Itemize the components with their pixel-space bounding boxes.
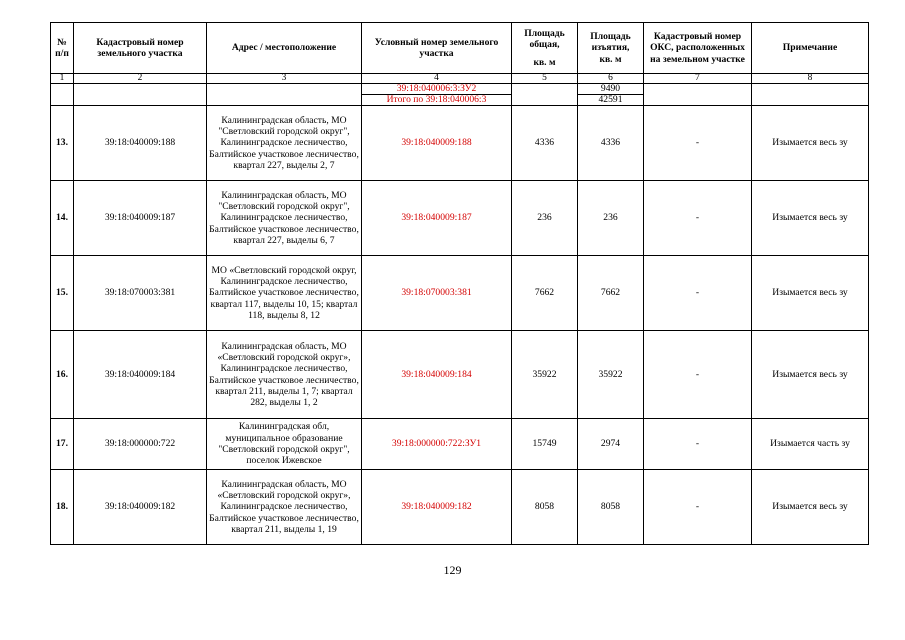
conditional-number: 39:18:040009:184 — [362, 331, 512, 419]
carryover-empty — [207, 84, 362, 106]
withdrawal-area: 8058 — [578, 470, 644, 545]
carryover-total-label: Итого по 39:18:040006:3 — [362, 95, 512, 106]
withdrawal-table — [50, 22, 869, 545]
note: Изымается часть зу — [752, 419, 869, 470]
withdrawal-area: 7662 — [578, 256, 644, 331]
table-row — [51, 106, 869, 181]
total-area: 8058 — [512, 470, 578, 545]
address: Калининградская обл, муниципальное образование "Светловский городской округ", поселок Ижевское — [207, 419, 362, 470]
cadastral-number: 39:18:040009:182 — [74, 470, 207, 545]
column-number: 1 — [51, 74, 74, 84]
oks-number: - — [644, 470, 752, 545]
column-number: 5 — [512, 74, 578, 84]
note: Изымается весь зу — [752, 106, 869, 181]
total-area: 7662 — [512, 256, 578, 331]
header-total-area — [512, 23, 578, 74]
note: Изымается весь зу — [752, 256, 869, 331]
carryover-empty — [752, 84, 869, 106]
column-number: 6 — [578, 74, 644, 84]
oks-number: - — [644, 106, 752, 181]
oks-number: - — [644, 181, 752, 256]
conditional-number: 39:18:040009:188 — [362, 106, 512, 181]
withdrawal-area: 35922 — [578, 331, 644, 419]
note: Изымается весь зу — [752, 331, 869, 419]
header-cadastral-number: Кадастровый номер земельного участка — [74, 23, 207, 74]
cadastral-number: 39:18:040009:184 — [74, 331, 207, 419]
header-conditional-number: Условный номер земельного участка — [362, 23, 512, 74]
address: МО «Светловский городской округ, Калининградское лесничество, Балтийское участковое лесничество, квартал 117, выделы 10, 15; квартал 118, выделы 8, 12 — [207, 256, 362, 331]
table-row — [51, 256, 869, 331]
column-number: 3 — [207, 74, 362, 84]
table-row — [51, 419, 869, 470]
withdrawal-area: 2974 — [578, 419, 644, 470]
row-number: 18. — [51, 470, 74, 545]
carryover-area: 9490 — [578, 84, 644, 95]
conditional-number: 39:18:040009:187 — [362, 181, 512, 256]
cadastral-number: 39:18:070003:381 — [74, 256, 207, 331]
carryover-empty — [51, 84, 74, 106]
address: Калининградская область, МО «Светловский городской округ», Калининградское лесничество, Балтийское участковое лесничество, квартал 211, выделы 1, 7; квартал 282, выделы 1, 2 — [207, 331, 362, 419]
header-withdrawal-area-unit: кв. м — [599, 53, 622, 65]
row-number: 16. — [51, 331, 74, 419]
column-number: 4 — [362, 74, 512, 84]
header-row — [51, 23, 869, 74]
withdrawal-area: 4336 — [578, 106, 644, 181]
carryover-conditional-number: 39:18:040006:3:ЗУ2 — [362, 84, 512, 95]
cadastral-number: 39:18:040009:188 — [74, 106, 207, 181]
withdrawal-area: 236 — [578, 181, 644, 256]
oks-number: - — [644, 331, 752, 419]
address: Калининградская область, МО «Светловский городской округ», Калининградское лесничество, Балтийское участковое лесничество, квартал 211, выделы 1, 19 — [207, 470, 362, 545]
row-number: 14. — [51, 181, 74, 256]
row-number: 15. — [51, 256, 74, 331]
header-withdrawal-area-label: Площадь изъятия, — [590, 31, 631, 54]
cadastral-number: 39:18:000000:722 — [74, 419, 207, 470]
header-address: Адрес / местоположение — [207, 23, 362, 74]
header-total-area-label: Площадь общая, — [524, 28, 565, 51]
table-row — [51, 470, 869, 545]
column-number: 8 — [752, 74, 869, 84]
carryover-empty — [74, 84, 207, 106]
row-number: 17. — [51, 419, 74, 470]
conditional-number: 39:18:000000:722:ЗУ1 — [362, 419, 512, 470]
column-number: 7 — [644, 74, 752, 84]
column-number: 2 — [74, 74, 207, 84]
cadastral-number: 39:18:040009:187 — [74, 181, 207, 256]
note: Изымается весь зу — [752, 181, 869, 256]
total-area: 4336 — [512, 106, 578, 181]
row-number: 13. — [51, 106, 74, 181]
total-area: 236 — [512, 181, 578, 256]
total-area: 15749 — [512, 419, 578, 470]
carryover-empty — [644, 84, 752, 106]
oks-number: - — [644, 256, 752, 331]
page-number: 129 — [443, 563, 462, 577]
header-total-area-unit: кв. м — [533, 56, 556, 68]
carryover-total-area: 42591 — [578, 95, 644, 106]
conditional-number: 39:18:070003:381 — [362, 256, 512, 331]
header-note: Примечание — [752, 23, 869, 74]
carryover-row — [51, 84, 869, 95]
conditional-number: 39:18:040009:182 — [362, 470, 512, 545]
note: Изымается весь зу — [752, 470, 869, 545]
header-num: № п/п — [51, 23, 74, 74]
header-oks: Кадастровый номер ОКС, расположенных на земельном участке — [644, 23, 752, 74]
address: Калининградская область, МО "Светловский городской округ", Калининградское лесничество, Балтийское участковое лесничество, квартал 227, выделы 2, 7 — [207, 106, 362, 181]
total-area: 35922 — [512, 331, 578, 419]
column-numbers-row — [51, 74, 869, 84]
header-withdrawal-area — [578, 23, 644, 74]
address: Калининградская область, МО "Светловский городской округ", Калининградское лесничество, Балтийское участковое лесничество, квартал 227, выделы 6, 7 — [207, 181, 362, 256]
table-row — [51, 181, 869, 256]
table-row — [51, 331, 869, 419]
carryover-empty — [512, 84, 578, 106]
oks-number: - — [644, 419, 752, 470]
